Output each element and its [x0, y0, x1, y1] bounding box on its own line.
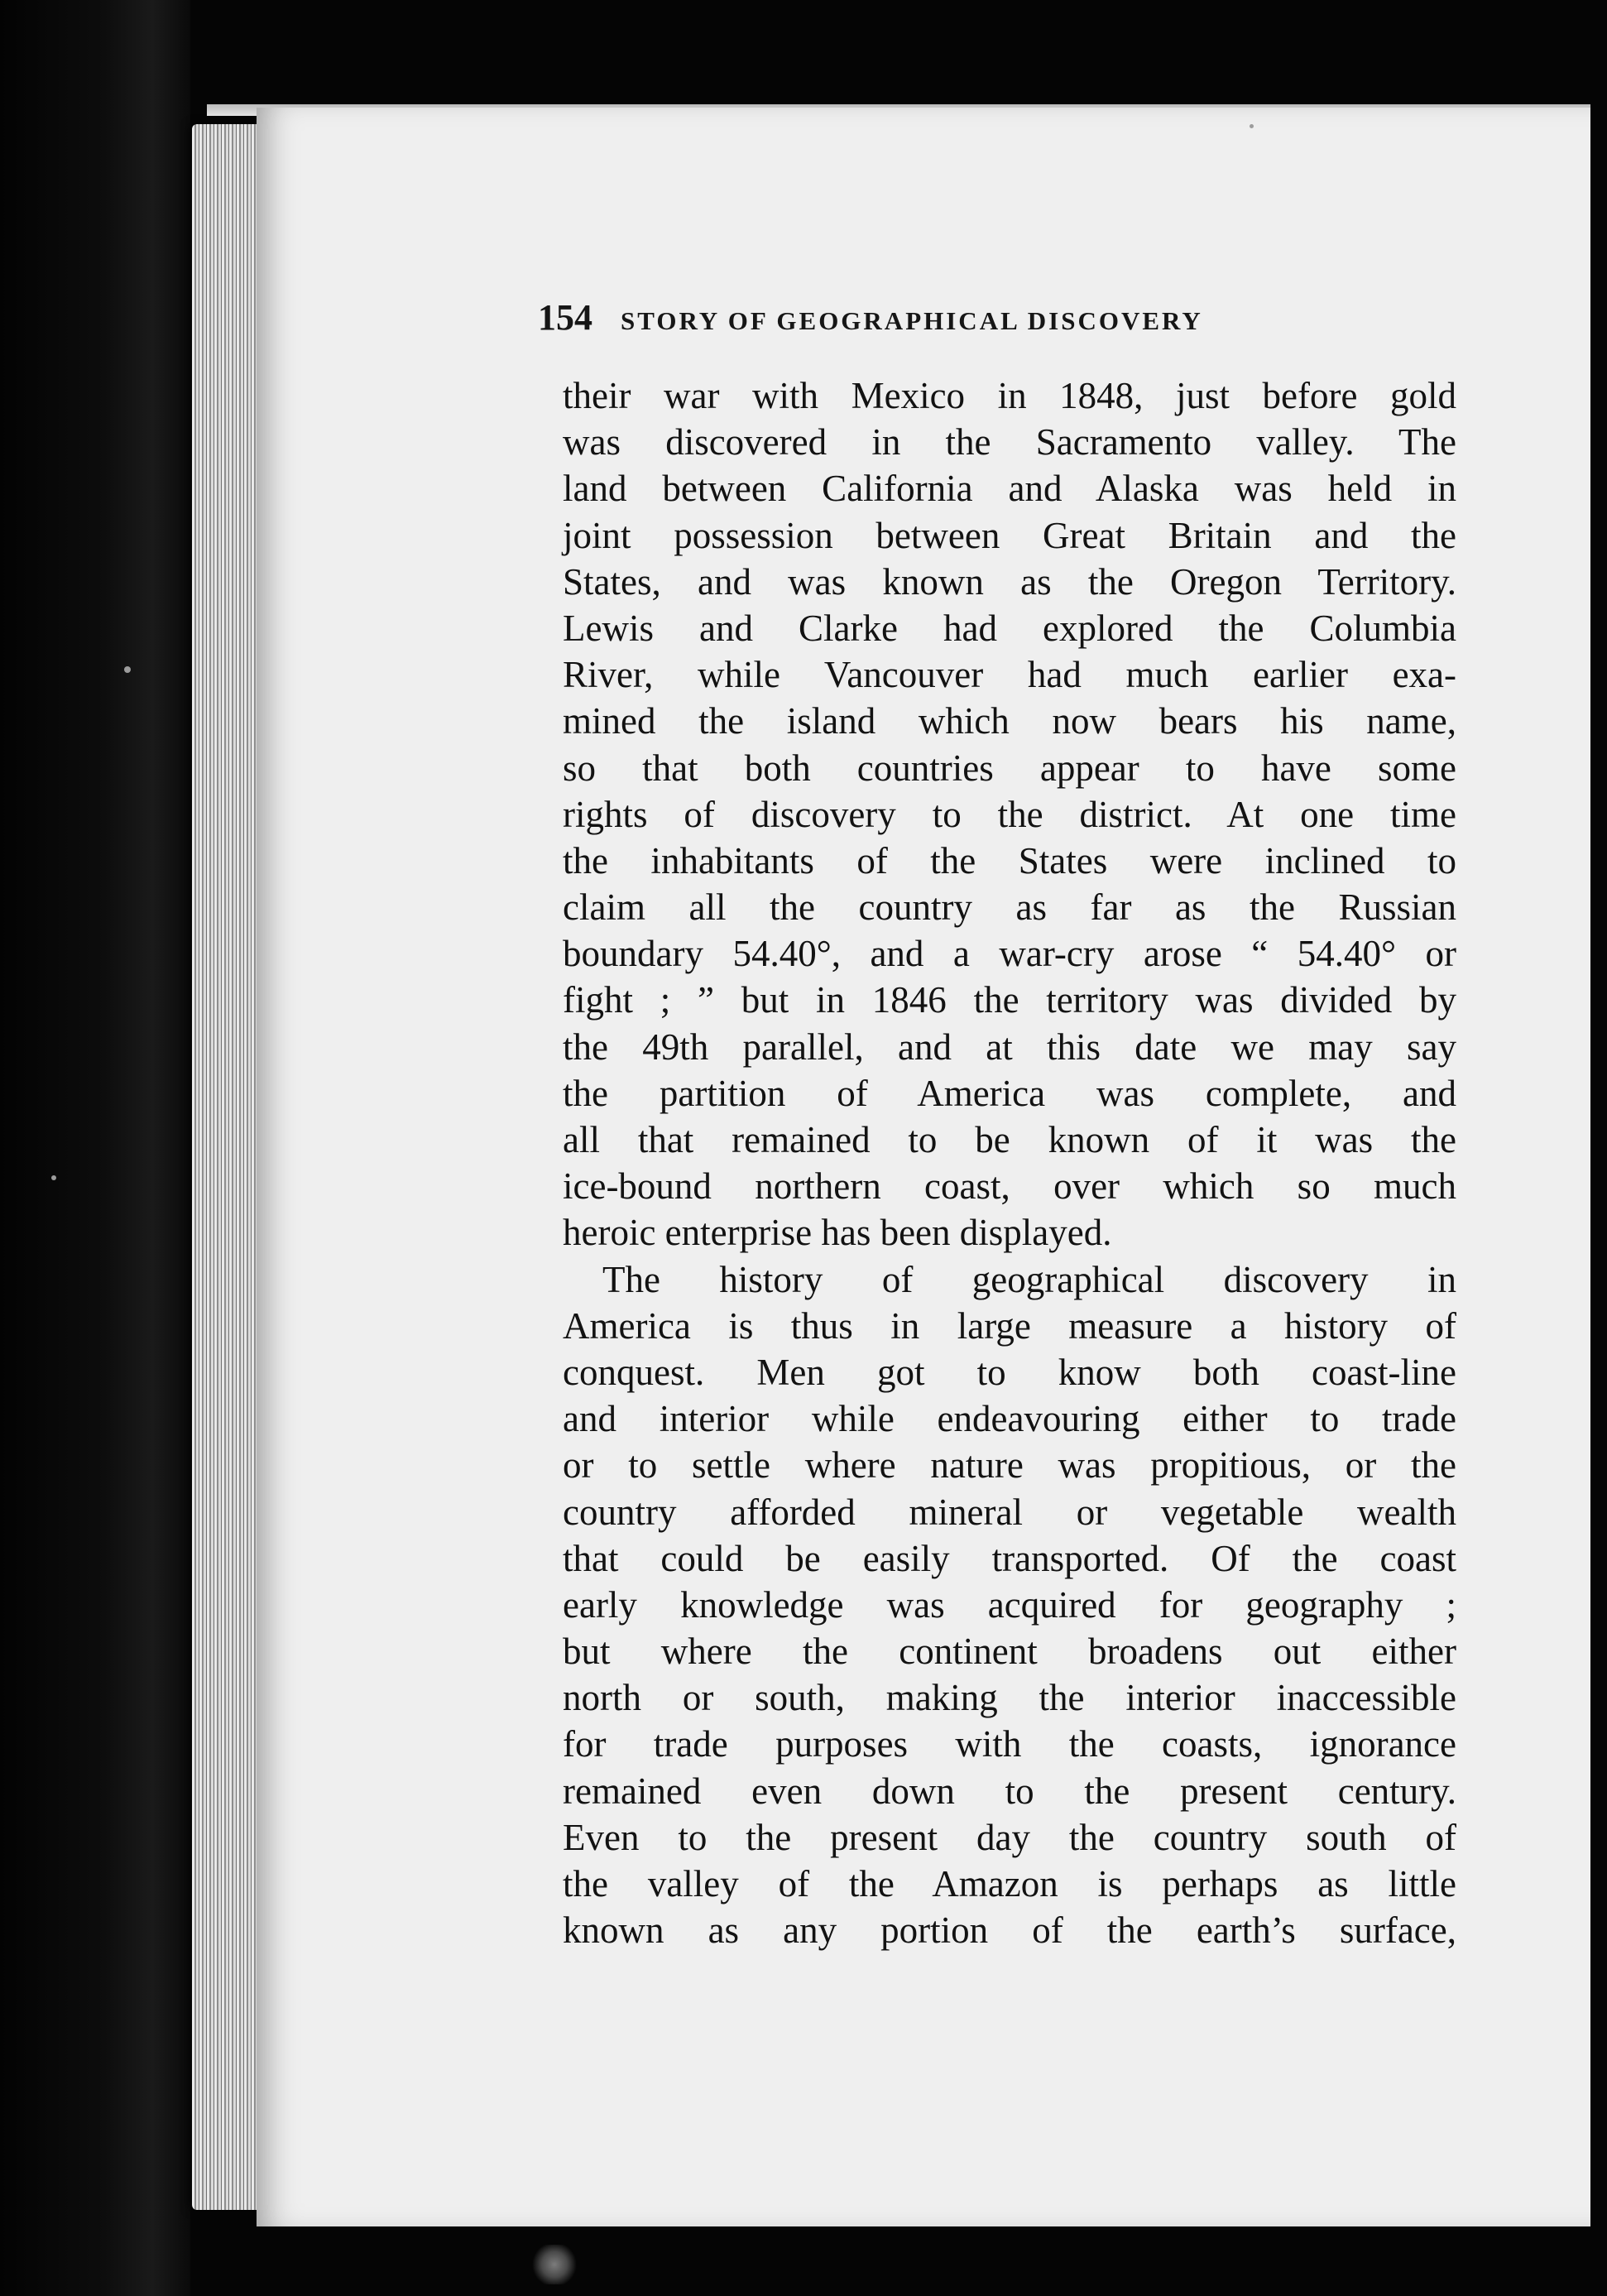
text-line: the 49th parallel, and at this date we may say	[563, 1026, 1456, 1068]
text-line: the partition of America was complete, and	[563, 1072, 1456, 1114]
text-line: conquest. Men got to know both coast-line	[563, 1351, 1456, 1393]
text-line: but where the continent broadens out either	[563, 1631, 1456, 1673]
text-line: States, and was known as the Oregon Territory.	[563, 560, 1456, 603]
text-line: so that both countries appear to have some	[563, 747, 1456, 789]
text-line: rights of discovery to the district. At one time	[563, 793, 1456, 835]
paragraph-end-line: heroic enterprise has been displayed.	[563, 1212, 1112, 1254]
text-line: country afforded mineral or vegetable wealth	[563, 1491, 1456, 1533]
text-line: that could be easily transported. Of the coast	[563, 1537, 1456, 1579]
paragraph-start-line: The history of geographical discovery in	[602, 1258, 1456, 1300]
text-line: the valley of the Amazon is perhaps as little	[563, 1863, 1456, 1905]
text-line: the inhabitants of the States were inclined to	[563, 839, 1456, 881]
text-line: known as any portion of the earth’s surface,	[563, 1909, 1456, 1952]
body-text	[563, 372, 1456, 1953]
text-line: was discovered in the Sacramento valley. The	[563, 421, 1456, 464]
text-line: Lewis and Clarke had explored the Columbia	[563, 607, 1456, 649]
bottom-ornament	[530, 2245, 579, 2284]
text-line: joint possession between Great Britain and the	[563, 514, 1456, 556]
text-line: or to settle where nature was propitious, or the	[563, 1444, 1456, 1487]
text-line: claim all the country as far as the Russian	[563, 886, 1456, 929]
running-head	[538, 296, 1398, 339]
running-head-title: STORY OF GEOGRAPHICAL DISCOVERY	[621, 306, 1203, 335]
text-line: fight ; ” but in 1846 the territory was divided by	[563, 979, 1456, 1021]
text-line: for trade purposes with the coasts, ignorance	[563, 1723, 1456, 1765]
text-line: Even to the present day the country south of	[563, 1816, 1456, 1858]
text-line: their war with Mexico in 1848, just before gold	[563, 375, 1456, 416]
text-line: mined the island which now bears his name,	[563, 700, 1456, 742]
text-line: ice-bound northern coast, over which so much	[563, 1165, 1456, 1208]
text-line: remained even down to the present century.	[563, 1770, 1456, 1812]
dust-speck	[124, 666, 131, 673]
dust-speck	[1250, 124, 1254, 128]
book-binding	[0, 0, 190, 2296]
text-line: north or south, making the interior inaccessible	[563, 1677, 1456, 1719]
text-line: America is thus in large measure a history of	[563, 1304, 1456, 1347]
text-line: land between California and Alaska was held in	[563, 468, 1456, 510]
text-line: and interior while endeavouring either to trade	[563, 1398, 1456, 1440]
text-line: early knowledge was acquired for geography ;	[563, 1583, 1456, 1626]
dust-speck	[51, 1175, 56, 1180]
text-line: boundary 54.40°, and a war-cry arose “ 54.40° or	[563, 933, 1456, 975]
page-number: 154	[538, 297, 592, 338]
text-line: River, while Vancouver had much earlier exa-	[563, 654, 1456, 696]
text-line: all that remained to be known of it was the	[563, 1119, 1456, 1160]
